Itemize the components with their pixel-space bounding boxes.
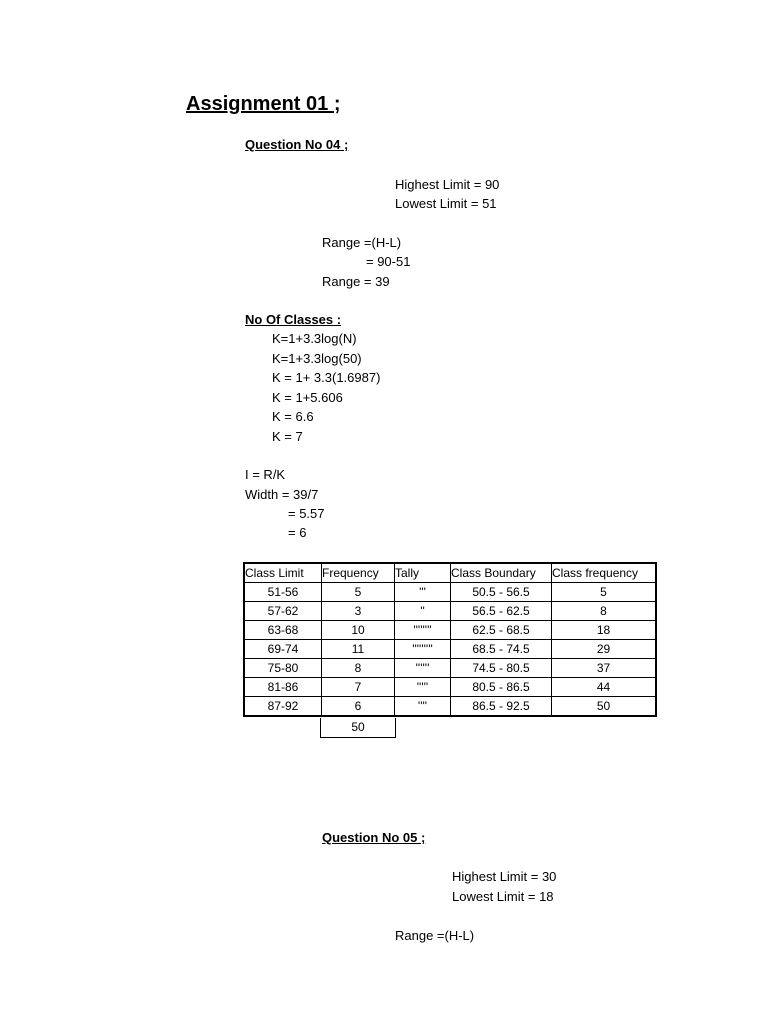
q4-range-substitution: = 90-51 — [366, 254, 411, 269]
cell: 11 — [322, 640, 395, 659]
cell: 29 — [552, 640, 657, 659]
table-row — [244, 640, 656, 659]
header-class-frequency: Class frequency — [552, 563, 657, 583]
question-5-heading: Question No 05 ; — [322, 830, 426, 845]
q5-lowest-limit: Lowest Limit = 18 — [452, 889, 554, 904]
cell: 6 — [322, 697, 395, 717]
cell: '''''''' — [395, 621, 451, 640]
cell: '' — [395, 602, 451, 621]
question-4-heading: Question No 04 ; — [245, 137, 349, 152]
header-class-boundary: Class Boundary — [451, 563, 552, 583]
table-row — [244, 697, 656, 717]
cell: ''' — [395, 583, 451, 602]
width-rounded: = 6 — [288, 525, 307, 540]
q5-range-formula: Range =(H-L) — [395, 928, 475, 943]
table-row — [244, 621, 656, 640]
cell: 68.5 - 74.5 — [451, 640, 552, 659]
cell: 50.5 - 56.5 — [451, 583, 552, 602]
table-row — [244, 583, 656, 602]
header-class-limit: Class Limit — [244, 563, 322, 583]
cell: 56.5 - 62.5 — [451, 602, 552, 621]
frequency-total: 50 — [320, 718, 396, 738]
classes-heading: No Of Classes : — [245, 312, 342, 327]
cell: 63-68 — [244, 621, 322, 640]
k-line: K = 1+5.606 — [272, 390, 343, 405]
cell: 50 — [552, 697, 657, 717]
k-line: K = 6.6 — [272, 409, 314, 424]
k-line: K = 7 — [272, 429, 303, 444]
header-frequency: Frequency — [322, 563, 395, 583]
cell: 10 — [322, 621, 395, 640]
q5-highest-limit: Highest Limit = 30 — [452, 869, 557, 884]
cell: '''''' — [395, 659, 451, 678]
k-line: K = 1+ 3.3(1.6987) — [272, 370, 381, 385]
width-formula: Width = 39/7 — [245, 487, 319, 502]
cell: 86.5 - 92.5 — [451, 697, 552, 717]
cell: 5 — [552, 583, 657, 602]
cell: 62.5 - 68.5 — [451, 621, 552, 640]
cell: 75-80 — [244, 659, 322, 678]
table-row — [244, 602, 656, 621]
q4-range-formula: Range =(H-L) — [322, 235, 402, 250]
table-row — [244, 659, 656, 678]
cell: 8 — [552, 602, 657, 621]
interval-formula: I = R/K — [245, 467, 286, 482]
cell: 3 — [322, 602, 395, 621]
cell: 18 — [552, 621, 657, 640]
cell: 44 — [552, 678, 657, 697]
cell: 80.5 - 86.5 — [451, 678, 552, 697]
table-row — [244, 678, 656, 697]
frequency-table — [243, 562, 657, 717]
q4-range-result: Range = 39 — [322, 274, 390, 289]
k-line: K=1+3.3log(N) — [272, 331, 357, 346]
cell: 74.5 - 80.5 — [451, 659, 552, 678]
q4-highest-limit: Highest Limit = 90 — [395, 177, 500, 192]
header-tally: Tally — [395, 563, 451, 583]
cell: 87-92 — [244, 697, 322, 717]
cell: '''' — [395, 697, 451, 717]
k-line: K=1+3.3log(50) — [272, 351, 362, 366]
document-title: Assignment 01 ; — [186, 93, 341, 115]
table-header-row — [244, 563, 656, 583]
cell: ''''''''' — [395, 640, 451, 659]
cell: 81-86 — [244, 678, 322, 697]
cell: 57-62 — [244, 602, 322, 621]
cell: 51-56 — [244, 583, 322, 602]
q4-lowest-limit: Lowest Limit = 51 — [395, 196, 497, 211]
cell: 69-74 — [244, 640, 322, 659]
cell: 37 — [552, 659, 657, 678]
cell: 8 — [322, 659, 395, 678]
cell: ''''' — [395, 678, 451, 697]
width-value: = 5.57 — [288, 506, 325, 521]
cell: 7 — [322, 678, 395, 697]
cell: 5 — [322, 583, 395, 602]
